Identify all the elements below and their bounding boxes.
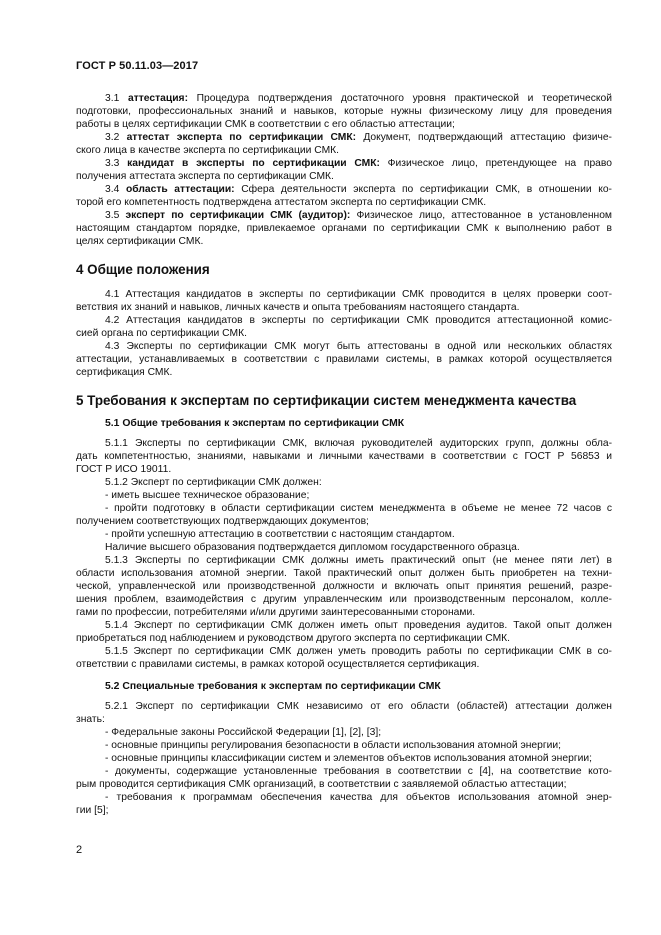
text-line: 5.1.3 Эксперты по сертификации СМК должны иметь практический опыт (не менее пяти лет) в bbox=[105, 555, 612, 566]
document-code-header: ГОСТ Р 50.11.03—2017 bbox=[76, 60, 199, 72]
text-line: ветствия их знаний и навыков, личных качеств и опыта требованиям настоящего стандарта. bbox=[76, 302, 520, 313]
list-item: - иметь высшее техническое образование; bbox=[105, 490, 310, 501]
subsection-5-2-heading: 5.2 Специальные требования к экспертам по сертификации СМК bbox=[105, 681, 441, 692]
text-line: ГОСТ Р ИСО 19011. bbox=[76, 464, 172, 475]
text-line: 4.3 Эксперты по сертификации СМК могут быть аттестованы в одной или нескольких областях bbox=[105, 341, 612, 352]
text-line: 4.1 Аттестация кандидатов в эксперты по сертификации СМК проводится в целях проверки соот- bbox=[105, 289, 612, 300]
text-line: знать: bbox=[76, 714, 105, 725]
list-item: - документы, содержащие установленные требования в соответствии с [4], на соответствие кото- bbox=[105, 766, 612, 777]
text-line: рым проводится сертификация СМК организаций, в соответствии с заявляемой областью аттестации; bbox=[76, 779, 567, 790]
text-line: области использования атомной энергии. Такой практический опыт должен быть приобретен на техни- bbox=[76, 568, 612, 579]
text-line: 5.1.4 Эксперт по сертификации СМК должен иметь опыт проведения аудитов. Такой опыт должен bbox=[105, 620, 612, 631]
term: область аттестации: bbox=[125, 184, 235, 195]
list-item: - пройти подготовку в области сертификации систем менеджмента в объеме не менее 72 часов с bbox=[105, 503, 612, 514]
text-line: целях сертификации СМК. bbox=[76, 236, 204, 247]
text-line: 4.2 Аттестация кандидатов в эксперты по сертификации СМК проводится аттестационной комис- bbox=[105, 315, 612, 326]
text-line: получения аттестата эксперта по сертификации СМК. bbox=[76, 171, 334, 182]
text-line: ского лица в качестве эксперта по сертификации СМК. bbox=[76, 145, 340, 156]
document-body bbox=[76, 92, 612, 817]
term: эксперт по сертификации СМК (аудитор): bbox=[125, 210, 351, 221]
text-line: сией органа по сертификации СМК. bbox=[76, 328, 247, 339]
text-line: подготовки, профессиональных знаний и навыков, которые нужны физическому лицу для проведения bbox=[76, 106, 612, 117]
list-item: - основные принципы регулирования безопасности в области использования атомной энергии; bbox=[105, 740, 561, 751]
section-4-heading: 4 Общие положения bbox=[76, 262, 210, 277]
text-line: сертификация СМК. bbox=[76, 367, 173, 378]
subsection-5-1-heading: 5.1 Общие требования к экспертам по сертификации СМК bbox=[105, 418, 405, 429]
text-line: ческой, управленческой или производственной должности и включать опыт принятия решений, разре- bbox=[76, 581, 612, 592]
text-line: ответствии с правилами системы, в рамках которой осуществляется сертификация. bbox=[76, 659, 480, 670]
text-line: работы в целях сертификации СМК в соответствии с его областью аттестации; bbox=[76, 119, 455, 130]
definition-3-3: 3.3 кандидат в эксперты по сертификации СМК: Физическое лицо, претендующее на право bbox=[105, 158, 612, 169]
text-line: настоящим стандартом порядке, привлекаемое органами по сертификации СМК к выполнению работ в bbox=[76, 223, 612, 234]
definition-3-1: 3.1 аттестация: Процедура подтверждения достаточного уровня практической и теоретической bbox=[105, 93, 612, 104]
definition-3-2: 3.2 аттестат эксперта по сертификации СМК: Документ, подтверждающий аттестацию физиче- bbox=[105, 132, 612, 143]
definition-3-4: 3.4 область аттестации: Сфера деятельности эксперта по сертификации СМК, в отношении ко- bbox=[105, 184, 612, 195]
list-item: - Федеральные законы Российской Федерации [1], [2], [3]; bbox=[105, 727, 382, 738]
text-line: Наличие высшего образования подтверждается дипломом государственного образца. bbox=[105, 542, 520, 553]
term: аттестат эксперта по сертификации СМК: bbox=[126, 132, 357, 143]
list-item: - пройти успешную аттестацию в соответствии с настоящим стандартом. bbox=[105, 529, 455, 540]
text-line: получением соответствующих подтверждающих документов; bbox=[76, 516, 369, 527]
definition-3-5: 3.5 эксперт по сертификации СМК (аудитор): Физическое лицо, аттестованное в установленном bbox=[105, 210, 612, 221]
text-line: шения проблем, взаимодействия с другим управленческим или производственным персоналом, колле- bbox=[76, 594, 612, 605]
term: кандидат в эксперты по сертификации СМК: bbox=[127, 158, 380, 169]
page-number: 2 bbox=[76, 844, 83, 856]
term: аттестация: bbox=[128, 93, 188, 104]
text-line: аттестации, устанавливаемых в соответствии с правилами системы, в рамках которой осуществляется bbox=[76, 354, 612, 365]
text-line: 5.1.2 Эксперт по сертификации СМК должен: bbox=[105, 477, 322, 488]
list-item: - требования к программам обеспечения качества для объектов использования атомной энер- bbox=[105, 792, 612, 803]
text-line: гии [5]; bbox=[76, 805, 109, 816]
text-line: торой его компетентность подтверждена аттестатом эксперта по сертификации СМК. bbox=[76, 197, 487, 208]
text-line: гами по профессии, потребителями и/или другими заинтересованными сторонами. bbox=[76, 607, 476, 618]
text-line: 5.1.1 Эксперты по сертификации СМК, включая руководителей аудиторских групп, должны обла- bbox=[105, 438, 612, 449]
section-5-heading: 5 Требования к экспертам по сертификации систем менеджмента качества bbox=[76, 393, 577, 408]
text-line: 5.2.1 Эксперт по сертификации СМК независимо от его области (областей) аттестации должен bbox=[105, 701, 612, 712]
text-line: дать компетентностью, знаниями, навыками и личными качествами в соответствии с ГОСТ Р 56853 и bbox=[76, 451, 612, 462]
text-line: приобретаться под наблюдением и руководством другого эксперта по сертификации СМК. bbox=[76, 633, 511, 644]
list-item: - основные принципы классификации систем и элементов объектов использования атомной энергии; bbox=[105, 753, 592, 764]
text-line: 5.1.5 Эксперт по сертификации СМК должен уметь проводить работы по сертификации СМК в со- bbox=[105, 646, 612, 657]
